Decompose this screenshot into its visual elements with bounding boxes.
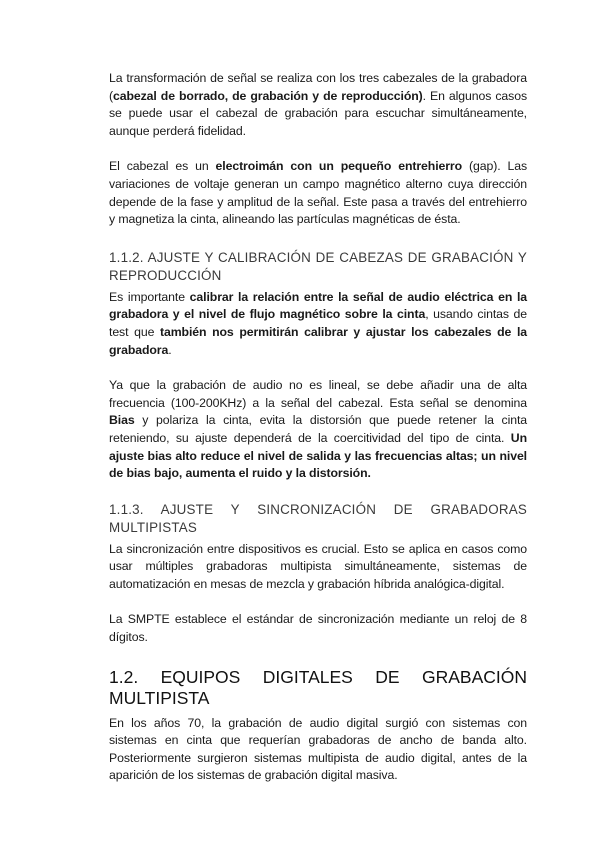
document-page	[109, 70, 527, 785]
paragraph-smpte: La SMPTE establece el estándar de sincronización mediante un reloj de 8 dígitos.	[109, 612, 527, 645]
heading-1-2: 1.2. EQUIPOS DIGITALES DE GRABACIÓN MULTIPISTA	[109, 666, 527, 708]
heading-1-1-3: 1.1.3. AJUSTE Y SINCRONIZACIÓN DE GRABADORAS MULTIPISTAS	[109, 501, 527, 535]
paragraph-electroiman: El cabezal es un electroimán con un pequeño entrehierro (gap). Las variaciones de voltaje generan un campo magnético alterno cuya dirección depende de la fase y amplitud de la señal. Este pasa a través del entrehierro y magnetiza la cinta, alineando las partículas magnéticas de ésta.	[109, 159, 527, 227]
heading-1-1-2: 1.1.2. AJUSTE Y CALIBRACIÓN DE CABEZAS DE GRABACIÓN Y REPRODUCCIÓN	[109, 249, 527, 283]
paragraph-sincronizacion: La sincronización entre dispositivos es crucial. Esto se aplica en casos como usar múltiples grabadoras multipista simultáneamente, sistemas de automatización en mesas de mezcla y grabación híbrida analógica-digital.	[109, 541, 527, 591]
paragraph-anos-70: En los años 70, la grabación de audio digital surgió con sistemas con sistemas en cinta que requerían grabadoras de ancho de banda alto. Posteriormente surgieron sistemas multipista de audio digital, antes de la aparición de los sistemas de grabación digital masiva.	[109, 715, 527, 783]
paragraph-bias: Ya que la grabación de audio no es lineal, se debe añadir una de alta frecuencia (100-200KHz) a la señal del cabezal. Esta señal se denomina Bias y polariza la cinta, evita la distorsión que puede retener la cinta reteniendo, su ajuste dependerá de la coercitividad del tipo de cinta. Un ajuste bias alto reduce el nivel de salida y las frecuencias altas; un nivel de bias bajo, aumenta el ruido y la distorsión.	[109, 378, 527, 481]
paragraph-calibrar: Es importante calibrar la relación entre la señal de audio eléctrica en la grabadora y el nivel de flujo magnético sobre la cinta, usando cintas de test que también nos permitirán calibrar y ajustar los cabezales de la grabadora.	[109, 289, 527, 357]
paragraph-cabezales: La transformación de señal se realiza con los tres cabezales de la grabadora (cabezal de borrado, de grabación y de reproducción). En algunos casos se puede usar el cabezal de grabación para escuchar simultáneamente, aunque perderá fidelidad.	[109, 71, 527, 138]
